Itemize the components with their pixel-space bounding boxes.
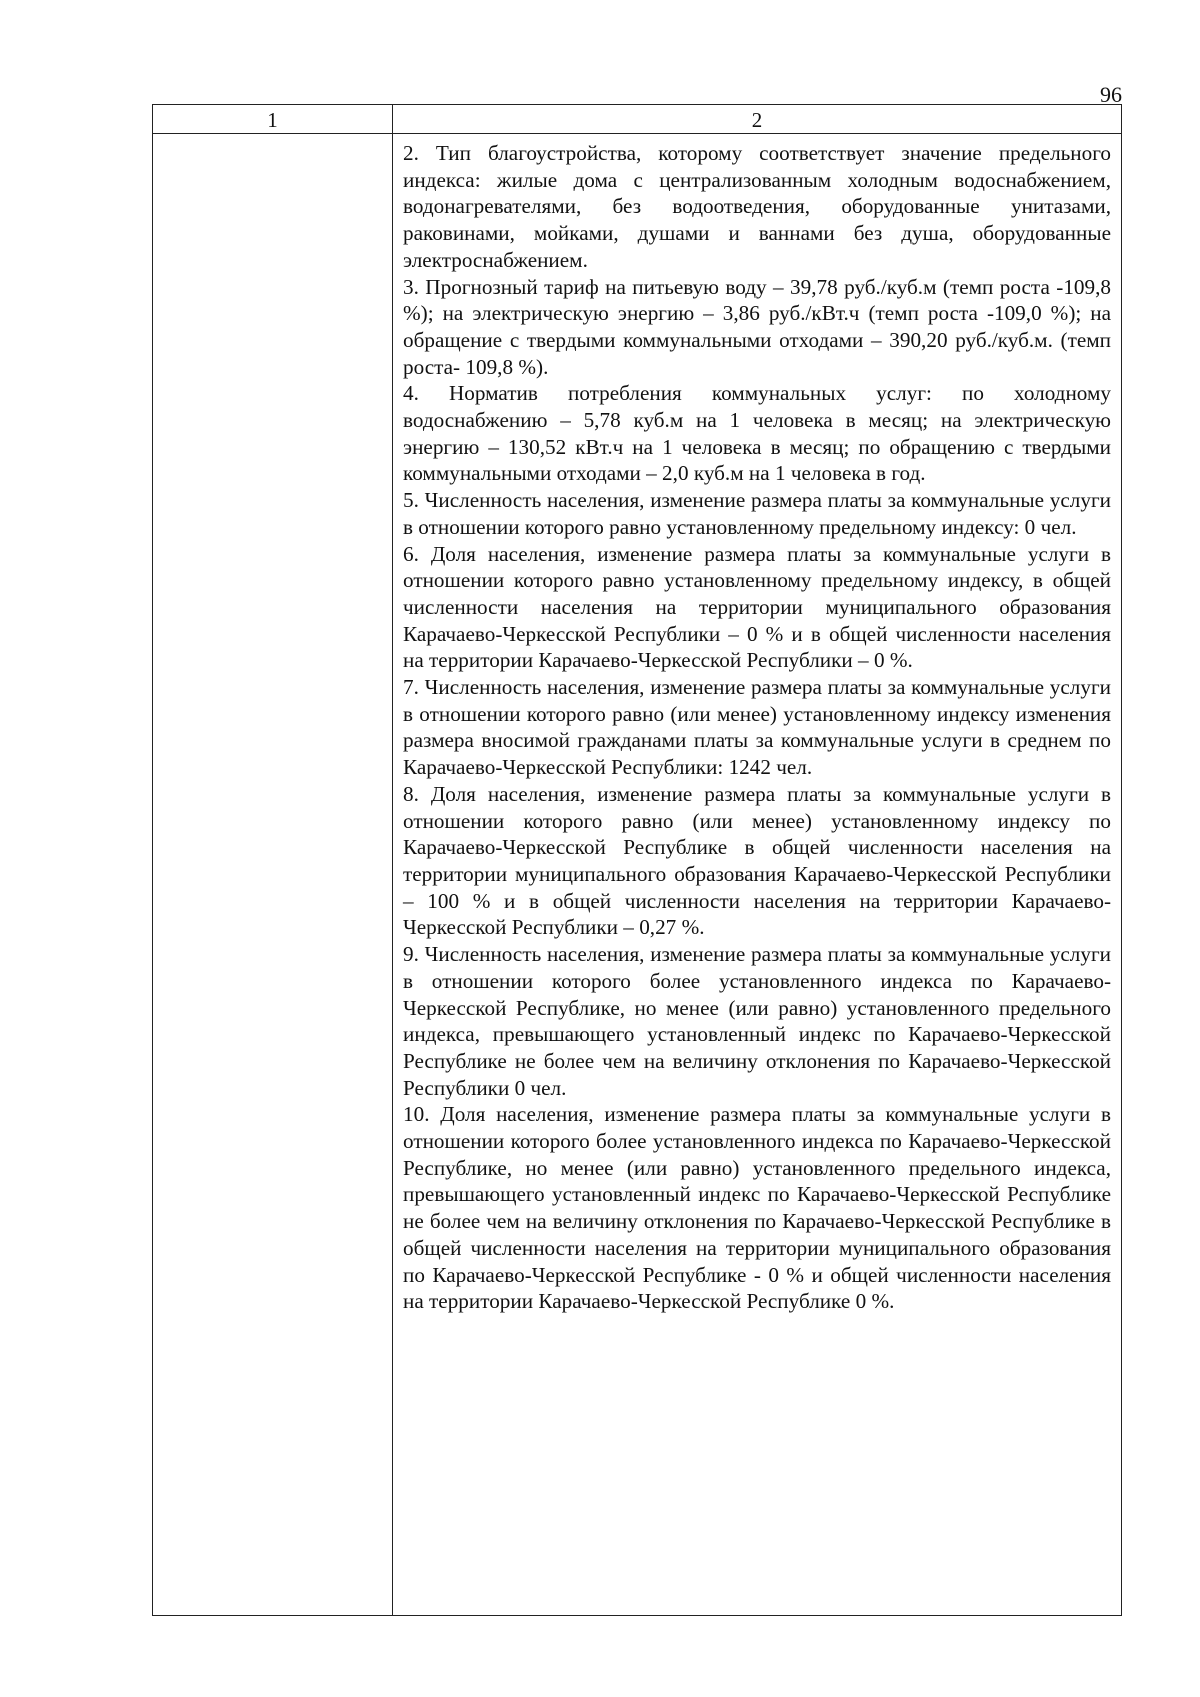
paragraph-item-10: 10. Доля населения, изменение размера платы за коммунальные услуги в отношении которого более установленного индекса по Карачаево-Черкесской Республике, но менее (или равно) установленного предельного индекса, превышающего установленный индекс по Карачаево-Черкесской Республике не более чем на величину отклонения по Карачаево-Черкесской Республике в общей численности населения на территории муниципального образования по Карачаево-Черкесской Республике - 0 % и общей численности населения на территории Карачаево-Черкесской Республике 0 %. xyxy=(403,1102,1111,1314)
column-header-1: 1 xyxy=(267,108,278,132)
paragraph-item-3: 3. Прогнозный тариф на питьевую воду – 39,78 руб./куб.м (темп роста -109,8 %); на электрическую энергию – 3,86 руб./кВт.ч (темп роста -109,0 %); на обращение с твердыми коммунальными отходами – 390,20 руб./куб.м. (темп роста- 109,8 %). xyxy=(403,274,1111,379)
page-number: 96 xyxy=(1100,82,1122,107)
column-divider xyxy=(392,105,393,1615)
paragraph-item-2: 2. Тип благоустройства, которому соответствует значение предельного индекса: жилые дома с централизованным холодным водоснабжением, водонагревателями, без водоотведения, оборудованные унитазами, раковинами, мойками, душами и ваннами без душа, оборудованные электроснабжением. xyxy=(403,141,1111,272)
table-header-row xyxy=(153,105,1121,134)
table-cell-column-2 xyxy=(403,140,1111,1315)
paragraph-item-8: 8. Доля населения, изменение размера платы за коммунальные услуги в отношении которого равно (или менее) установленному индексу по Карачаево-Черкесской Республике в общей численности населения на территории муниципального образования Карачаево-Черкесской Республики – 100 % и в общей численности населения на территории Карачаево-Черкесской Республики – 0,27 %. xyxy=(403,781,1111,940)
paragraph-item-4: 4. Норматив потребления коммунальных услуг: по холодному водоснабжению – 5,78 куб.м на 1 человека в месяц; на электрическую энергию – 130,52 кВт.ч на 1 человека в месяц; по обращению с твердыми коммунальными отходами – 2,0 куб.м на 1 человека в год. xyxy=(403,381,1111,486)
column-header-2: 2 xyxy=(751,108,763,132)
paragraph-item-6: 6. Доля населения, изменение размера платы за коммунальные услуги в отношении которого равно установленному предельному индексу, в общей численности населения на территории муниципального образования Карачаево-Черкесской Республики – 0 % и в общей численности населения на территории Карачаево-Черкесской Республики – 0 %. xyxy=(403,541,1111,673)
paragraph-item-9: 9. Численность населения, изменение размера платы за коммунальные услуги в отношении которого более установленного индекса по Карачаево-Черкесской Республике, но менее (или равно) установленного предельного индекса, превышающего установленный индекс по Карачаево-Черкесской Республике не более чем на величину отклонения по Карачаево-Черкесской Республики 0 чел. xyxy=(403,942,1111,1100)
document-table xyxy=(152,104,1122,1616)
paragraph-item-7: 7. Численность населения, изменение размера платы за коммунальные услуги в отношении которого равно (или менее) установленному индексу изменения размера вносимой гражданами платы за коммунальные услуги в среднем по Карачаево-Черкесской Республики: 1242 чел. xyxy=(403,675,1111,780)
paragraph-item-5: 5. Численность населения, изменение размера платы за коммунальные услуги в отношении которого равно установленному предельному индексу: 0 чел. xyxy=(403,488,1111,539)
